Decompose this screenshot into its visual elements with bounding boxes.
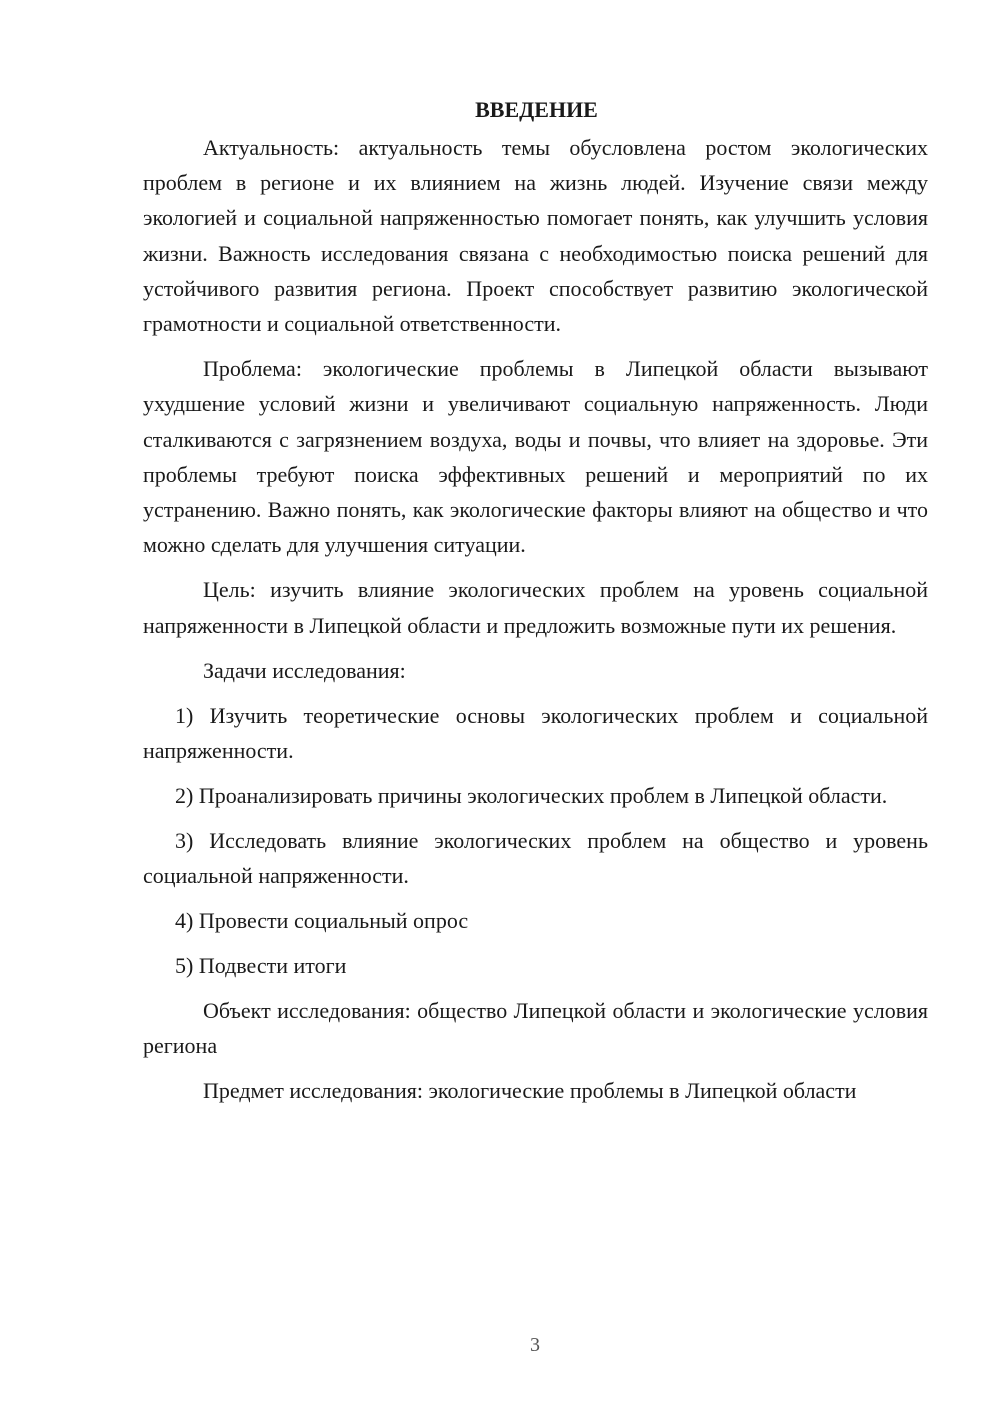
task-item-4: 4) Провести социальный опрос xyxy=(175,908,469,934)
research-object-paragraph: Объект исследования: общество Липецкой области и экологические условия региона xyxy=(143,998,928,1059)
page-title: ВВЕДЕНИЕ xyxy=(475,97,598,122)
tasks-heading: Задачи исследования: xyxy=(203,657,406,683)
task-item-1: 1) Изучить теоретические основы экологических проблем и социальной напряженности. xyxy=(143,703,928,764)
task-item-5: 5) Подвести итоги xyxy=(175,953,347,979)
goal-paragraph: Цель: изучить влияние экологических проблем на уровень социальной напряженности в Липецкой области и предложить возможные пути их решения. xyxy=(143,577,928,638)
task-item-2: 2) Проанализировать причины экологических проблем в Липецкой области. xyxy=(175,783,888,809)
task-item-3: 3) Исследовать влияние экологических проблем на общество и уровень социальной напряженности. xyxy=(143,828,928,889)
document-page xyxy=(143,92,928,1119)
relevance-paragraph: Актуальность: актуальность темы обусловлена ростом экологических проблем в регионе и их влиянием на жизнь людей. Изучение связи между экологией и социальной напряженностью помогает понять, как улучшить условия жизни. Важность исследования связана с необходимостью поиска решений для устойчивого развития региона. Проект способствует развитию экологической грамотности и социальной ответственности. xyxy=(143,135,928,337)
research-subject-paragraph: Предмет исследования: экологические проблемы в Липецкой области xyxy=(203,1078,857,1104)
page-number: 3 xyxy=(530,1334,540,1356)
problem-paragraph: Проблема: экологические проблемы в Липецкой области вызывают ухудшение условий жизни и увеличивают социальную напряженность. Люди сталкиваются с загрязнением воздуха, воды и почвы, что влияет на здоровье. Эти проблемы требуют поиска эффективных решений и мероприятий по их устранению. Важно понять, как экологические факторы влияют на общество и что можно сделать для улучшения ситуации. xyxy=(143,356,928,558)
